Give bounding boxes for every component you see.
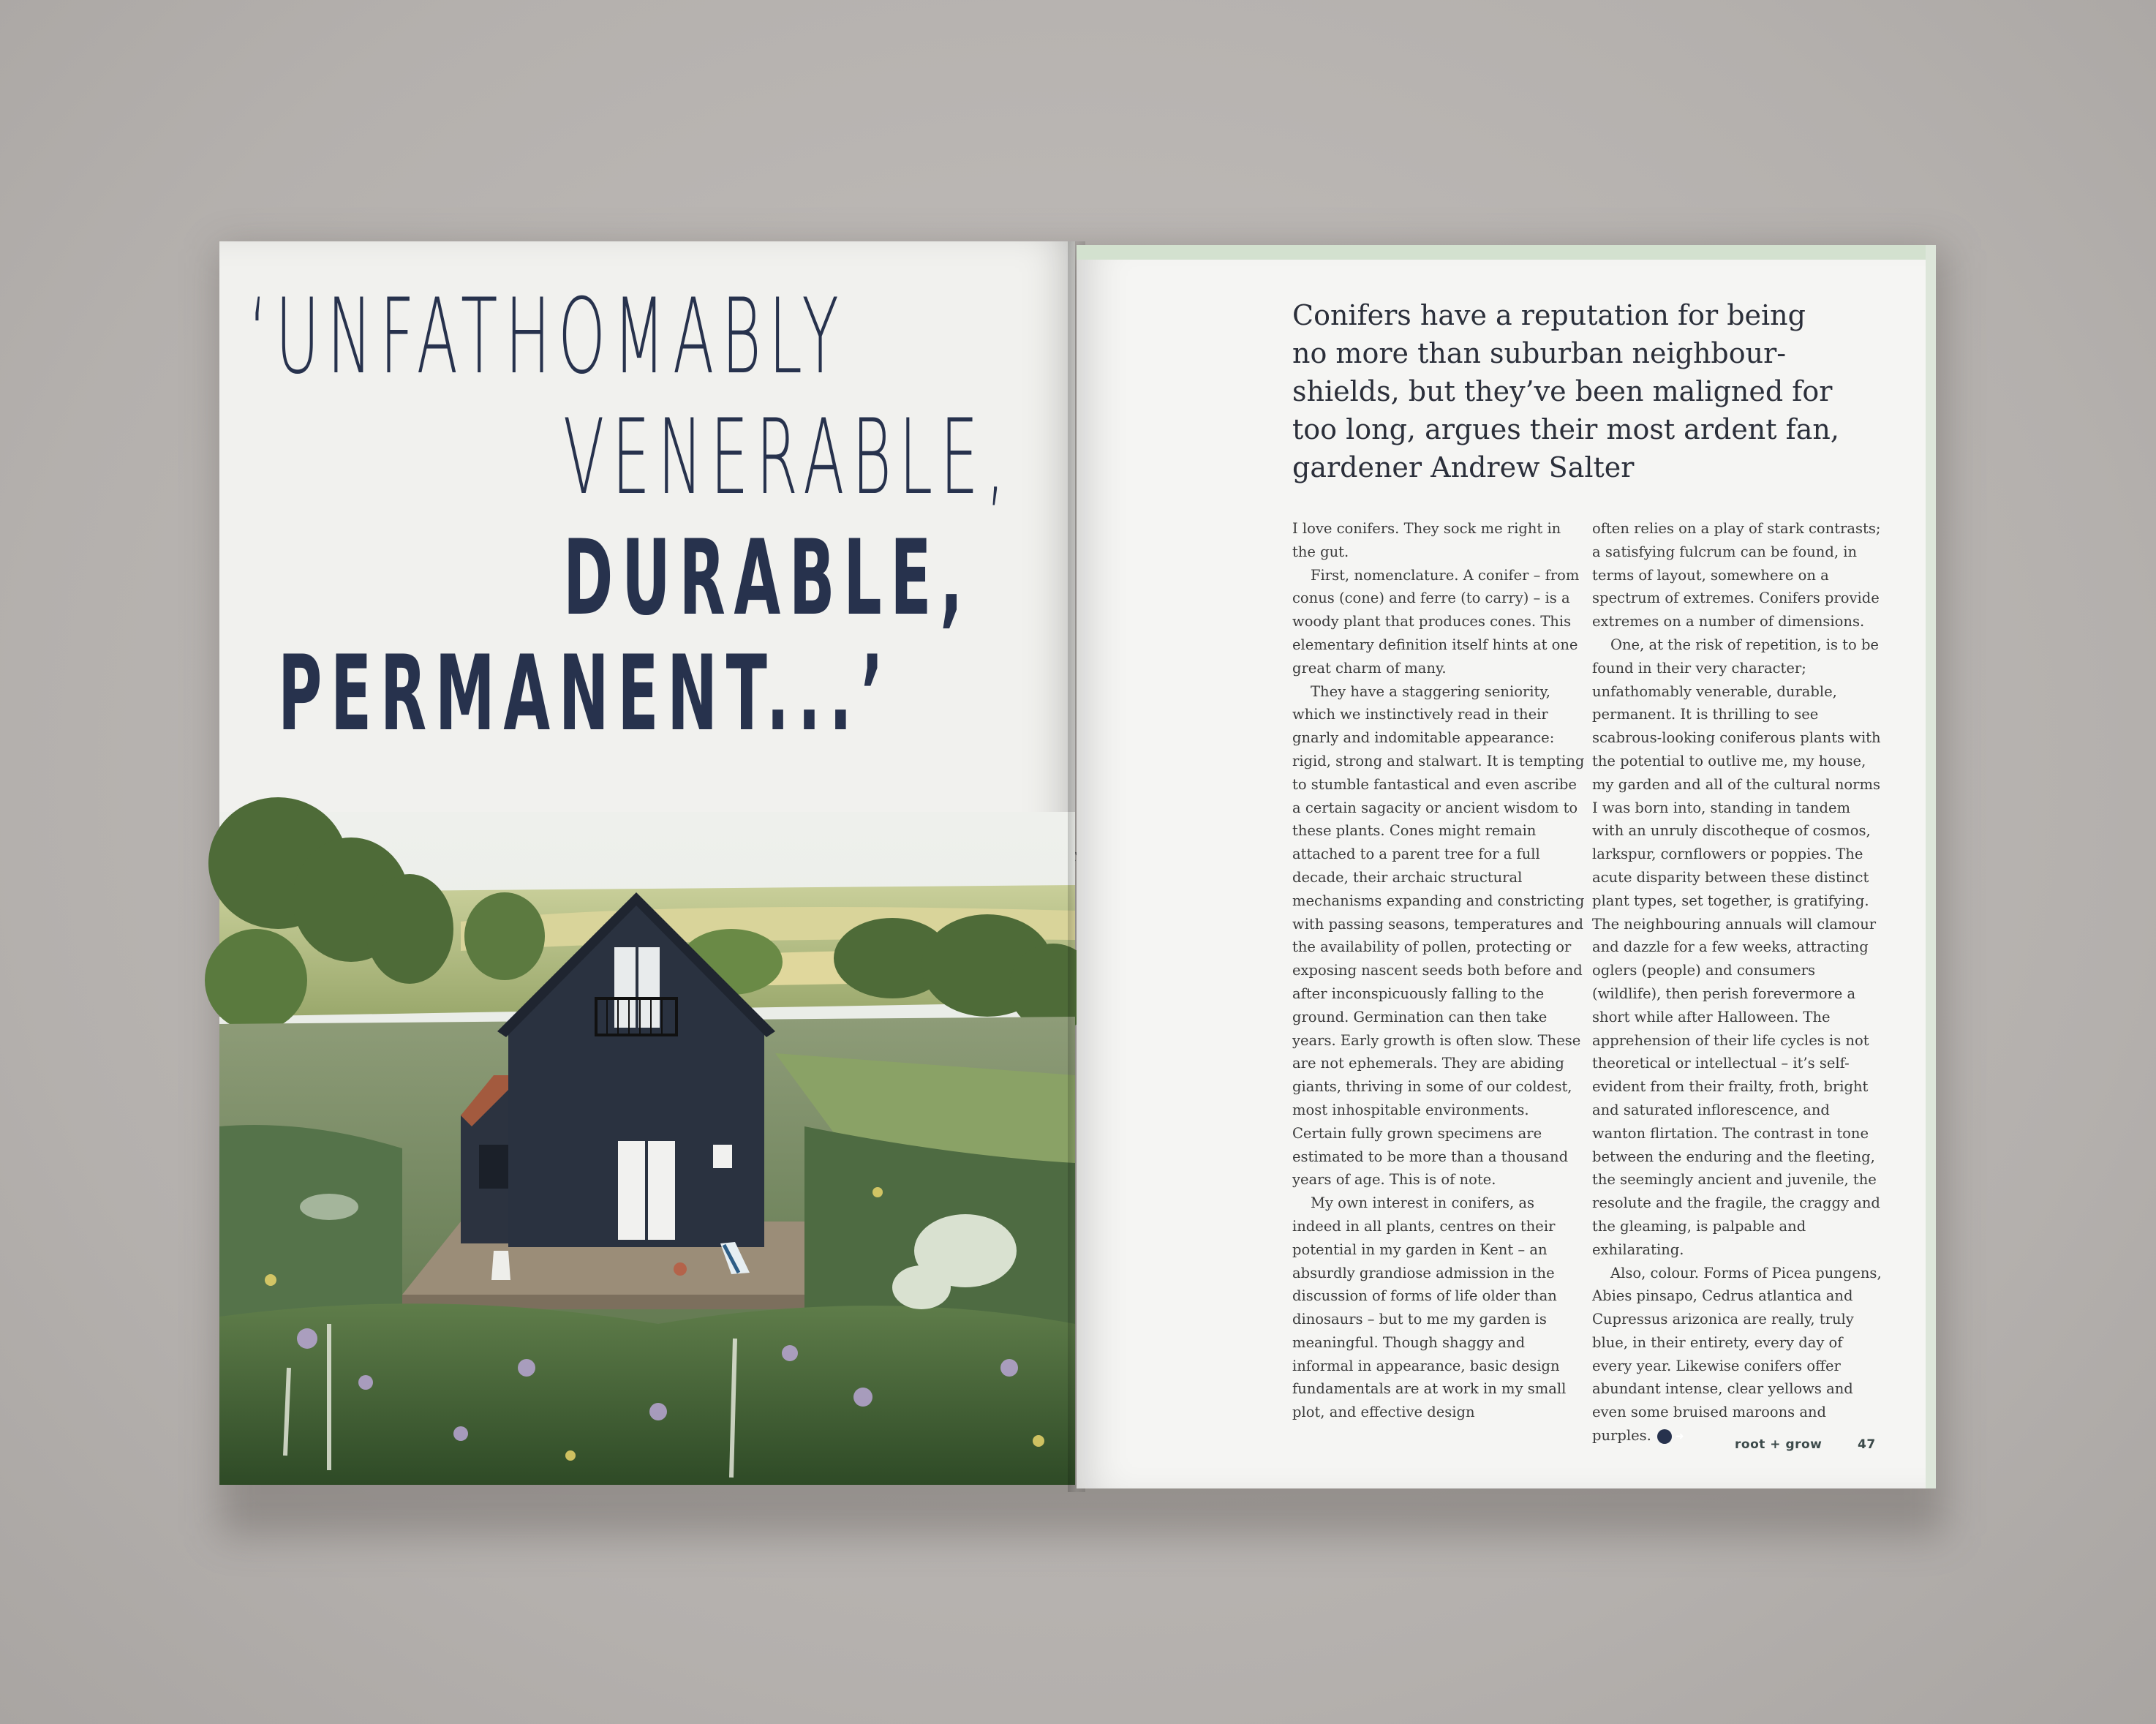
- accent-bar-top: [1077, 245, 1936, 260]
- paragraph: One, at the risk of repetition, is to be found in their very character; unfathomably venerable, durable, permanent. It is thrilling to see scabrous-looking coniferous plants with the potential to outlive me, my house, my garden and all of the cultural norms I was born into, standing in tandem with an unruly discotheque of cosmos, larkspur, cornflowers or poppies. The acute disparity between these distinct plant types, set together, is gratifying. The neighbouring annuals will clamour and dazzle for a few weeks, attracting oglers (people) and consumers (wildlife), then perish forevermore a short while after Halloween. The apprehension of their life cycles is not theoretical or intellectual – it’s self-evident from their frailty, froth, bright and saturated inflorescence, and wanton flirtation. The contrast in tone between the enduring and the fleeting, the seemingly ancient and juvenile, the resolute and the fragile, the craggy and the gleaming, is palpable and exhilarating.: [1592, 636, 1881, 1258]
- article-standfirst: Conifers have a reputation for being no more than suburban neighbour-shields, but they’ve been maligned for too long, argues their most ardent fan, gardener Andrew Salter: [1292, 299, 1839, 483]
- right-page: [1077, 245, 1936, 1488]
- headline-line-3: DURABLE,: [563, 518, 972, 639]
- article-column-2: [1592, 517, 1885, 1448]
- headline-line-2: VENERABLE,: [563, 397, 1013, 518]
- paragraph: They have a staggering seniority, which we instinctively read in their gnarly and indomitable appearance: rigid, strong and stalwart. It is tempting to stumble fantastical and even ascribe a certain sagacity or ancient wisdom to these plants. Cones might remain attached to a parent tree for a full decade, their archaic structural mechanisms expanding and constricting with passing seasons, temperatures and the availability of pollen, protecting or exposing nascent seeds both before and after inconspicuously falling to the ground. Germination can then take years. Early growth is often slow. These are not ephemerals. They are abiding giants, thriving in some of our coldest, most inhospitable environments. Certain fully grown specimens are estimated to be more than a thousand years of age. This is of note.: [1292, 682, 1585, 1189]
- left-page: [219, 241, 1075, 1485]
- headline-line-1: ‘UNFATHOMABLY: [249, 276, 847, 397]
- arrow-right-circle-icon: ➜: [1657, 1429, 1672, 1444]
- paragraph-last: [1592, 1262, 1885, 1448]
- headline-line-4: PERMANENT...’: [278, 633, 892, 754]
- garden-house-photo: [219, 812, 1075, 1485]
- paragraph-text: Also, colour. Forms of Picea pungens, Abies pinsapo, Cedrus atlantica and Cupressus arizonica are really, truly blue, in their entirety, every day of every year. Likewise conifers offer abundant intense, clear yellows and even some bruised maroons and purples.: [1592, 1264, 1882, 1445]
- accent-bar-edge: [1926, 245, 1936, 1488]
- magazine-name: root + grow: [1735, 1437, 1823, 1452]
- article-column-1: [1292, 517, 1585, 1424]
- paragraph: often relies on a play of stark contrasts; a satisfying fulcrum can be found, in terms of layout, somewhere on a spectrum of extremes. Conifers provide extremes on a number of dimensions.: [1592, 520, 1881, 630]
- paragraph: My own interest in conifers, as indeed in all plants, centres on their potential in my garden in Kent – an absurdly grandiose admission in the discussion of forms of life older than dinosaurs – but to me my garden is meaningful. Though shaggy and informal in appearance, basic design fundamentals are at work in my small plot, and effective design: [1292, 1194, 1567, 1421]
- paragraph: First, nomenclature. A conifer – from conus (cone) and ferre (to carry) – is a woody plant that produces cones. This elementary definition itself hints at one great charm of many.: [1292, 566, 1580, 677]
- paragraph: I love conifers. They sock me right in the gut.: [1292, 520, 1561, 560]
- page-number: 47: [1858, 1437, 1876, 1452]
